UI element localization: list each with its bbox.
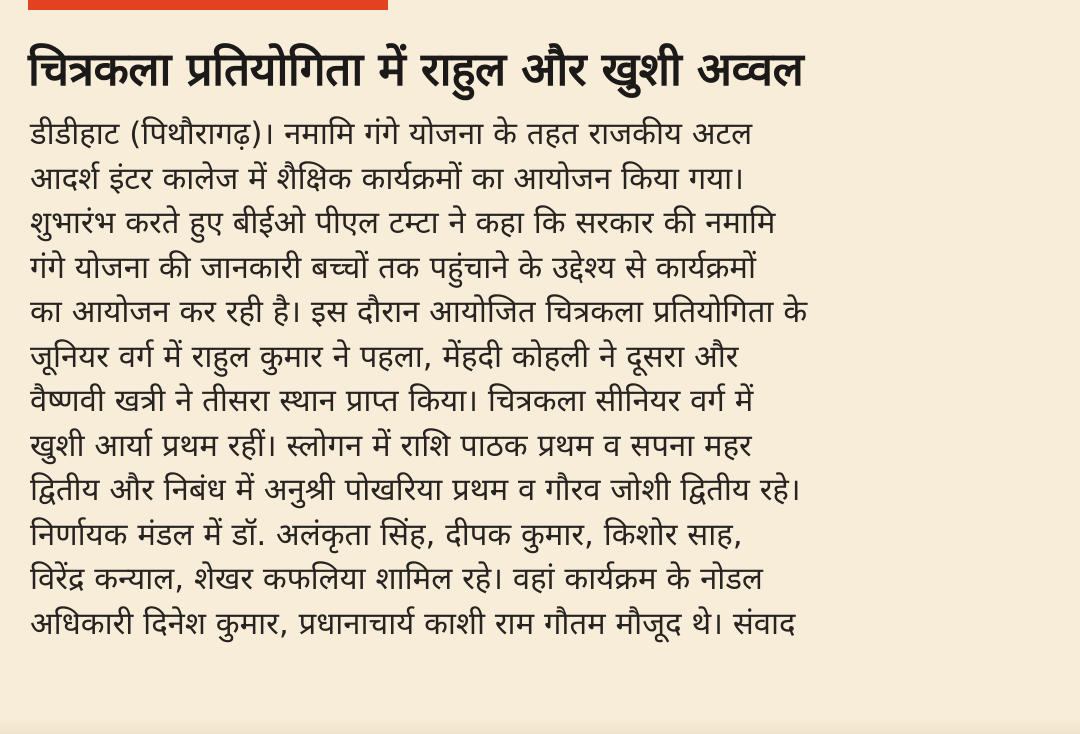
page-bottom-edge [0,718,1080,734]
article-body [30,112,1060,646]
article-line: वैष्णवी खत्री ने तीसरा स्थान प्राप्त किया। चित्रकला सीनियर वर्ग में [30,383,754,419]
article-line: शुभारंभ करते हुए बीईओ पीएल टम्टा ने कहा कि सरकार की नमामि [30,205,776,241]
article-line: द्वितीय और निबंध में अनुश्री पोखरिया प्रथम व गौरव जोशी द्वितीय रहे। [30,472,801,508]
section-accent-bar [28,0,388,10]
article-line: गंगे योजना की जानकारी बच्चों तक पहुंचाने के उद्देश्य से कार्यक्रमों [30,249,756,286]
article-line: आदर्श इंटर कालेज में शैक्षिक कार्यक्रमों का आयोजन किया गया। [30,160,744,197]
article-line: निर्णायक मंडल में डॉ. अलंकृता सिंह, दीपक कुमार, किशोर साह, [30,516,743,553]
article-line: का आयोजन कर रही है। इस दौरान आयोजित चित्रकला प्रतियोगिता के [30,294,808,330]
article-line: विरेंद्र कन्याल, शेखर कफलिया शामिल रहे। वहां कार्यक्रम के नोडल [30,561,763,597]
article-line: जूनियर वर्ग में राहुल कुमार ने पहला, मेंहदी कोहली ने दूसरा और [30,338,739,375]
article-line: खुशी आर्या प्रथम रहीं। स्लोगन में राशि पाठक प्रथम व सपना महर [30,427,752,464]
article-line: अधिकारी दिनेश कुमार, प्रधानाचार्य काशी राम गौतम मौजूद थे। संवाद [30,605,796,642]
article-headline: चित्रकला प्रतियोगिता में राहुल और खुशी अव्वल [28,42,804,96]
article-line: डीडीहाट (पिथौरागढ़)। नमामि गंगे योजना के तहत राजकीय अटल [30,116,753,152]
